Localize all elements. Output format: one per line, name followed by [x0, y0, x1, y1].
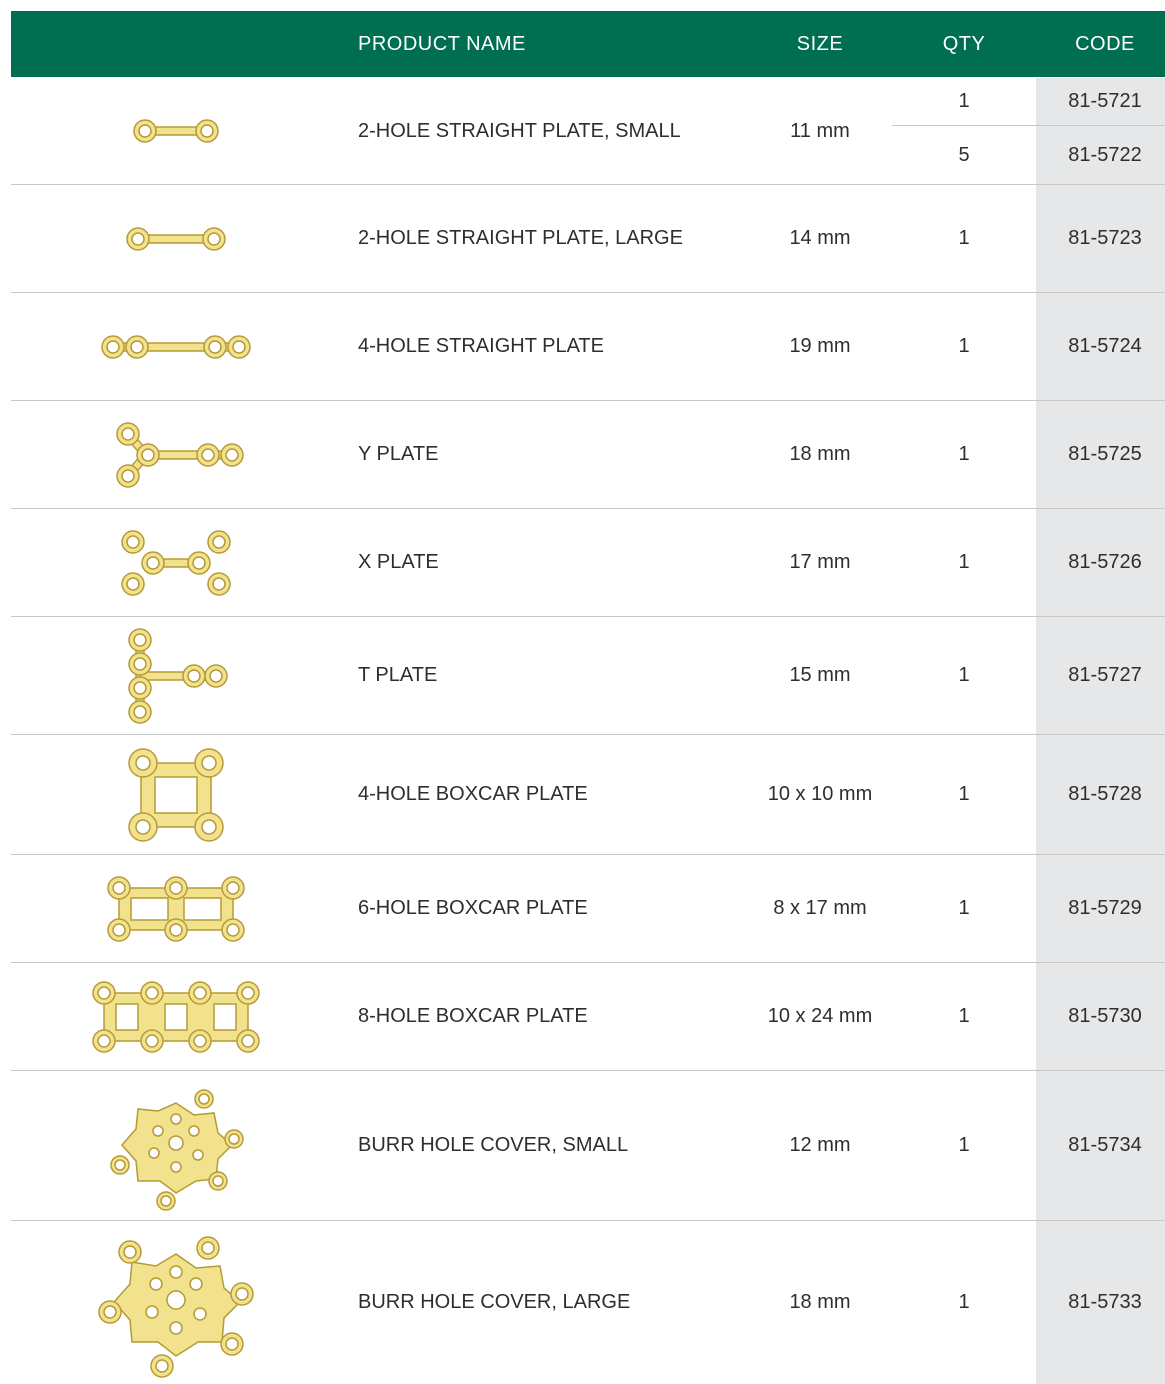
product-name: 2-HOLE STRAIGHT PLATE, SMALL — [358, 119, 681, 142]
product-size: 12 mm — [789, 1134, 851, 1156]
product-code: 81-5724 — [1068, 335, 1142, 357]
table-header — [11, 11, 1165, 77]
table-row — [11, 735, 1165, 855]
product-qty: 1 — [958, 443, 970, 465]
product-name: 4-HOLE BOXCAR PLATE — [358, 783, 588, 805]
product-name: 4-HOLE STRAIGHT PLATE — [358, 335, 604, 357]
product-qty: 1 — [958, 897, 970, 919]
product-size: 8 x 17 mm — [773, 897, 867, 919]
table-row — [11, 293, 1165, 401]
product-code: 81-5734 — [1068, 1134, 1142, 1156]
product-qty: 1 — [958, 335, 970, 357]
product-name: X PLATE — [358, 551, 439, 573]
4-hole-straight-plate-icon — [99, 332, 253, 362]
product-code: 81-5728 — [1068, 783, 1142, 805]
table-row — [11, 617, 1165, 735]
2-hole-straight-plate-large-icon — [124, 224, 228, 254]
product-qty: 1 — [958, 664, 970, 686]
product-qty: 1 — [958, 783, 970, 805]
6-hole-boxcar-plate-icon — [101, 874, 251, 944]
product-size: 18 mm — [789, 443, 851, 465]
product-qty: 1 — [958, 551, 970, 573]
product-code: 81-5723 — [1068, 227, 1142, 249]
product-size: 19 mm — [789, 335, 851, 357]
4-hole-boxcar-plate-icon — [121, 745, 231, 845]
product-code: 81-5729 — [1068, 897, 1142, 919]
header-qty: QTY — [942, 33, 986, 55]
product-size: 17 mm — [789, 551, 851, 573]
burr-hole-cover-large-icon — [96, 1228, 256, 1378]
product-name: 8-HOLE BOXCAR PLATE — [358, 1005, 588, 1027]
product-code: 81-5722 — [1068, 143, 1142, 166]
8-hole-boxcar-plate-icon — [86, 977, 266, 1057]
table-row — [11, 1071, 1165, 1221]
product-qty: 1 — [958, 1134, 970, 1156]
header-product-name: PRODUCT NAME — [358, 33, 526, 55]
table-row — [11, 963, 1165, 1071]
t-plate-icon — [116, 626, 236, 726]
2-hole-straight-plate-small-icon — [131, 116, 221, 146]
product-size: 11 mm — [790, 119, 850, 142]
product-name: 2-HOLE STRAIGHT PLATE, LARGE — [358, 227, 683, 249]
product-code: 81-5733 — [1068, 1291, 1142, 1313]
table-row — [11, 78, 1165, 185]
product-name: T PLATE — [358, 664, 438, 686]
product-size: 10 x 24 mm — [767, 1005, 873, 1027]
header-size: SIZE — [796, 33, 844, 55]
table-row — [11, 855, 1165, 963]
product-code: 81-5721 — [1068, 90, 1142, 112]
table-row — [11, 185, 1165, 293]
burr-hole-cover-small-icon — [106, 1081, 246, 1211]
table-row — [11, 1221, 1165, 1384]
product-qty: 1 — [958, 90, 970, 112]
product-qty: 1 — [958, 227, 970, 249]
header-code: CODE — [1075, 33, 1135, 55]
product-code: 81-5725 — [1068, 443, 1142, 465]
product-size: 15 mm — [789, 664, 851, 686]
product-code: 81-5727 — [1068, 664, 1142, 686]
product-name: BURR HOLE COVER, SMALL — [358, 1134, 629, 1156]
x-plate-icon — [111, 528, 241, 598]
product-size: 10 x 10 mm — [767, 783, 873, 805]
product-name: 6-HOLE BOXCAR PLATE — [358, 897, 588, 919]
product-qty: 5 — [958, 143, 970, 166]
y-plate-icon — [106, 420, 246, 490]
product-code: 81-5730 — [1068, 1005, 1142, 1027]
product-size: 18 mm — [789, 1291, 851, 1313]
product-qty: 1 — [958, 1005, 970, 1027]
product-name: BURR HOLE COVER, LARGE — [358, 1291, 631, 1313]
product-name: Y PLATE — [358, 443, 439, 465]
table-row — [11, 509, 1165, 617]
product-code: 81-5726 — [1068, 551, 1142, 573]
table-row — [11, 401, 1165, 509]
product-size: 14 mm — [789, 227, 851, 249]
product-qty: 1 — [958, 1291, 970, 1313]
